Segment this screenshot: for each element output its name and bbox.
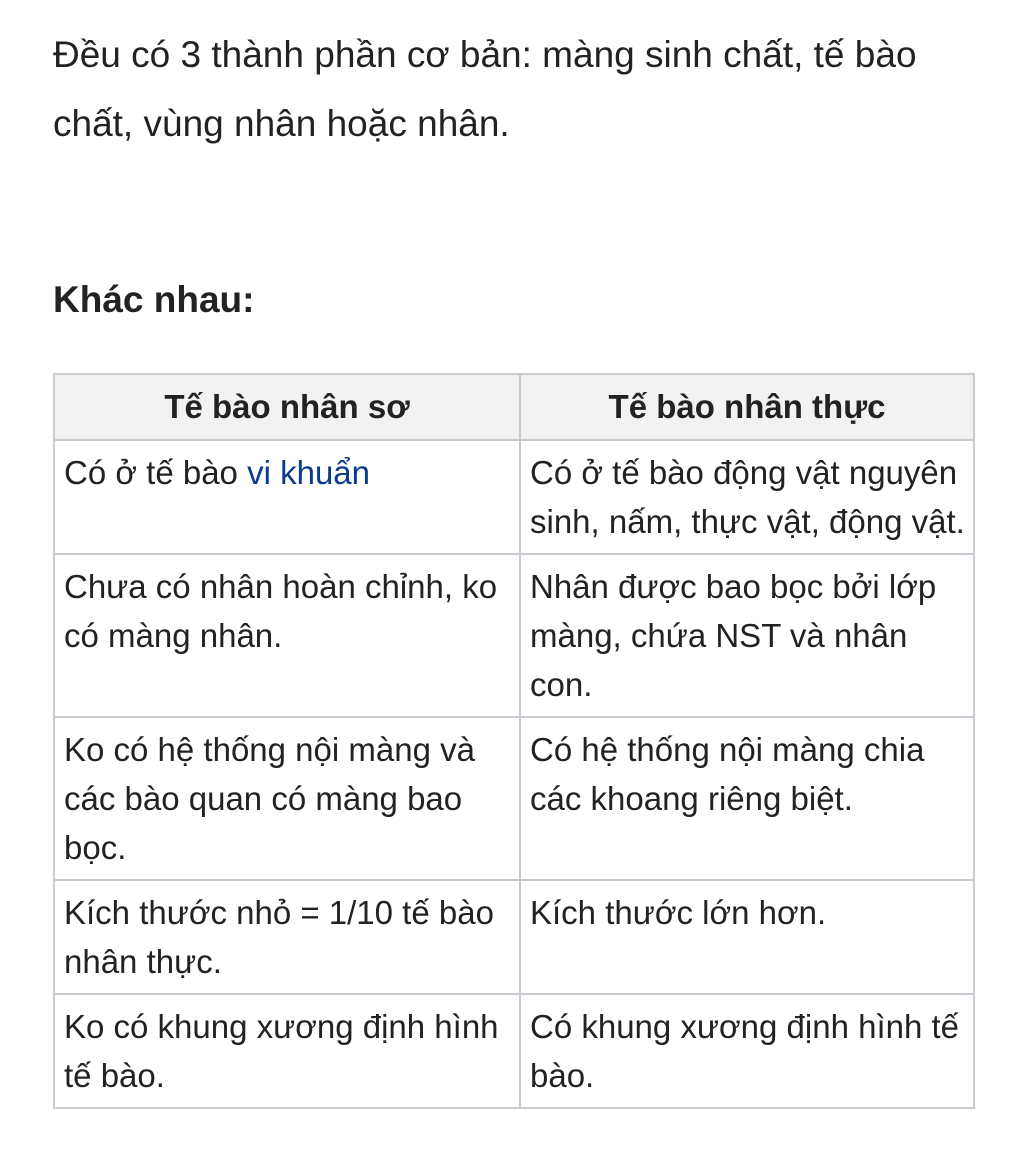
header-eukaryote: Tế bào nhân thực — [520, 374, 974, 440]
table-row — [54, 717, 974, 880]
table-header-row — [54, 374, 974, 440]
header-prokaryote: Tế bào nhân sơ — [54, 374, 520, 440]
table-row — [54, 994, 974, 1108]
article-content — [53, 20, 973, 1094]
bacteria-link[interactable]: vi khuẩn — [247, 454, 371, 491]
cell-prokaryote: Chưa có nhân hoàn chỉnh, ko có màng nhân. — [54, 554, 520, 717]
cell-prokaryote — [54, 440, 520, 554]
cell-prokaryote: Ko có hệ thống nội màng và các bào quan có màng bao bọc. — [54, 717, 520, 880]
table-row — [54, 880, 974, 994]
cell-eukaryote: Có khung xương định hình tế bào. — [520, 994, 974, 1108]
cell-eukaryote: Kích thước lớn hơn. — [520, 880, 974, 994]
cell-prokaryote: Ko có khung xương định hình tế bào. — [54, 994, 520, 1108]
comparison-table — [53, 373, 975, 1109]
intro-paragraph: Đều có 3 thành phần cơ bản: màng sinh chất, tế bào chất, vùng nhân hoặc nhân. — [53, 34, 917, 144]
cell-prokaryote: Kích thước nhỏ = 1/10 tế bào nhân thực. — [54, 880, 520, 994]
table-row — [54, 440, 974, 554]
cell-eukaryote: Nhân được bao bọc bởi lớp màng, chứa NST và nhân con. — [520, 554, 974, 717]
cell-eukaryote: Có ở tế bào động vật nguyên sinh, nấm, thực vật, động vật. — [520, 440, 974, 554]
differences-heading: Khác nhau: — [53, 279, 255, 320]
table-row — [54, 554, 974, 717]
cell-text: Có ở tế bào — [64, 454, 248, 491]
cell-eukaryote: Có hệ thống nội màng chia các khoang riêng biệt. — [520, 717, 974, 880]
